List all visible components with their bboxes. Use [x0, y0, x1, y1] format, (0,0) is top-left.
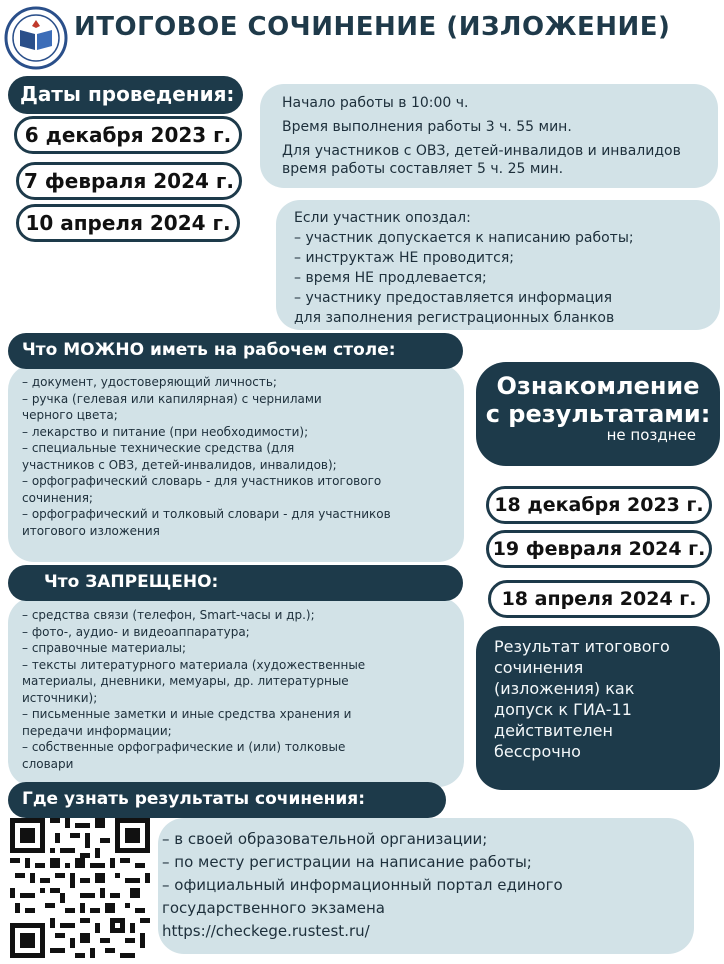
where-line: государственного экзамена [162, 899, 385, 917]
allowed-line: – лекарство и питание (при необходимости); [22, 424, 309, 439]
results-date-3: 18 апреля 2024 г. [488, 580, 710, 618]
allowed-line: участников с ОВЗ, детей-инвалидов, инвалидов); [22, 457, 337, 472]
allowed-line: черного цвета; [22, 408, 118, 422]
forbidden-line: материалы, дневники, мемуары, др. литературные [22, 674, 349, 688]
where-line: – по месту регистрации на написание работы; [162, 853, 532, 871]
allowed-line: – орфографический словарь - для участников итогового [22, 474, 382, 488]
late-line: Если участник опоздал: [294, 210, 471, 226]
forbidden-line: – фото-, аудио- и видеоаппаратура; [22, 624, 250, 639]
results-title [476, 372, 720, 428]
exam-date-1: 6 декабря 2023 г. [14, 116, 242, 154]
forbidden-items-box [8, 597, 464, 787]
exam-date-3: 10 апреля 2024 г. [16, 204, 240, 242]
duration-text: Время выполнения работы 3 ч. 55 мин. [282, 119, 572, 135]
forbidden-line: – письменные заметки и иные средства хранения и [22, 707, 352, 721]
forbidden-line: – справочные материалы; [22, 641, 186, 655]
where-line: – официальный информационный портал единого [162, 876, 563, 894]
late-line: – участнику предоставляется информация [294, 290, 613, 306]
validity-line: (изложения) как [494, 679, 635, 698]
allowed-line: сочинения; [22, 490, 93, 505]
emblem-logo [4, 6, 68, 70]
where-results-box [158, 818, 694, 954]
validity-line: действителен [494, 721, 613, 740]
forbidden-line: – средства связи (телефон, Smart-часы и др.); [22, 608, 315, 622]
validity-line: сочинения [494, 658, 584, 677]
results-subtitle: не позднее [606, 426, 696, 444]
late-line: – время НЕ продлевается; [294, 270, 487, 286]
forbidden-line: – тексты литературного материала (художественные [22, 657, 366, 672]
late-line: – участник допускается к написанию работы; [294, 230, 634, 246]
late-line: – инструктаж НЕ проводится; [294, 250, 514, 266]
checkege-link[interactable]: https://checkege.rustest.ru/ [162, 922, 370, 940]
validity-line: бессрочно [494, 742, 581, 761]
forbidden-line: – собственные орфографические и (или) толковые [22, 740, 346, 754]
results-date-2: 19 февраля 2024 г. [486, 530, 712, 568]
late-participant-box [276, 200, 720, 330]
validity-box [476, 626, 720, 790]
allowed-line: – орфографический и толковый словари - для участников [22, 507, 391, 521]
forbidden-line: передачи информации; [22, 723, 172, 738]
start-time-text: Начало работы в 10:00 ч. [282, 95, 469, 111]
exam-date-2: 7 февраля 2024 г. [16, 162, 242, 200]
allowed-line: – ручка (гелевая или капилярная) с чернилами [22, 391, 322, 406]
ovz-time-text: Для участников с ОВЗ, детей-инвалидов и инвалидов время работы составляет 5 ч. 25 мин. [282, 143, 681, 177]
time-info-box [260, 84, 718, 188]
results-title-line: Ознакомление [496, 372, 700, 400]
validity-line: допуск к ГИА-11 [494, 700, 632, 719]
allowed-line: – документ, удостоверяющий личность; [22, 375, 277, 389]
forbidden-line: словари [22, 756, 74, 771]
forbidden-label: Что ЗАПРЕЩЕНО: [8, 565, 463, 601]
results-heading-box [476, 362, 720, 466]
results-date-1: 18 декабря 2023 г. [486, 486, 712, 524]
forbidden-line: источники); [22, 690, 98, 705]
results-title-line: с результатами: [485, 400, 711, 428]
where-line: – в своей образовательной организации; [162, 830, 488, 848]
allowed-items-box [8, 364, 464, 562]
validity-line: Результат итогового [494, 637, 670, 656]
allowed-label: Что МОЖНО иметь на рабочем столе: [8, 333, 463, 369]
late-line: для заполнения регистрационных бланков [294, 310, 615, 326]
where-label: Где узнать результаты сочинения: [8, 782, 446, 818]
dates-label: Даты проведения: [8, 76, 243, 114]
page-title: ИТОГОВОЕ СОЧИНЕНИЕ (ИЗЛОЖЕНИЕ) [74, 12, 671, 42]
allowed-line: итогового изложения [22, 523, 160, 538]
qr-code-icon[interactable] [10, 818, 150, 958]
allowed-line: – специальные технические средства (для [22, 441, 295, 455]
